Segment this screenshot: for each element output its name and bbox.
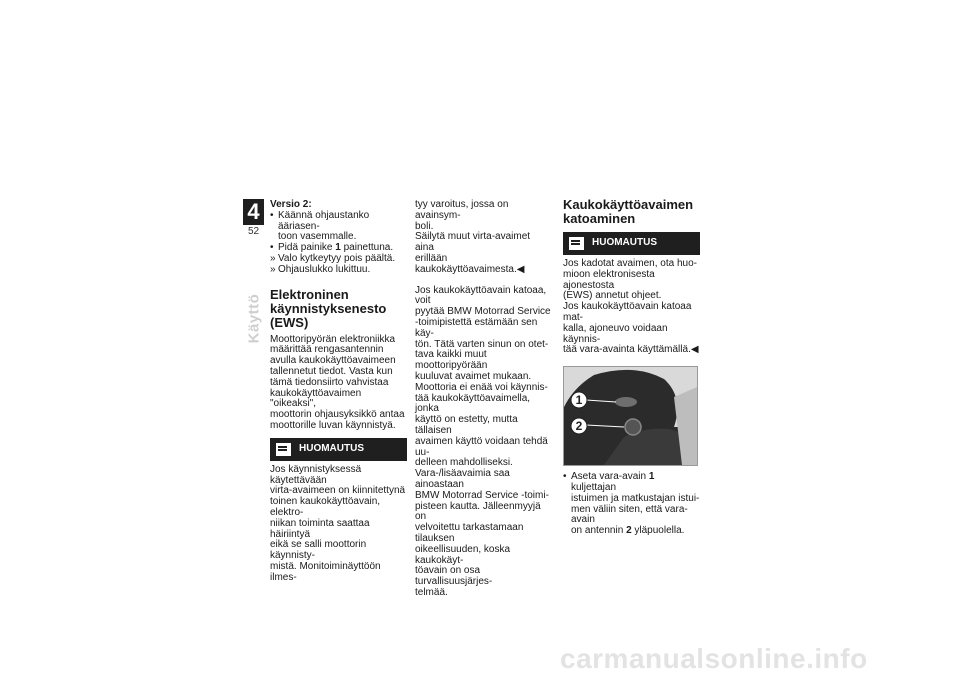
notice-banner: HUOMAUTUS xyxy=(270,438,407,461)
list-item: men väliin siten, että vara-avain xyxy=(571,503,688,526)
column-2: tyy varoitus, jossa on avainsym- boli. Säilytä muut virta-avaimet aina erillään kaukokäyttöavaimesta.◀ Jos kaukokäyttöavain katoaa, voit pyytää BMW Motorrad Service -toimipistettä estämään sen käy- tön. Tätä varten sinun on otet- tava kaikki muut moottoripyörään kuuluvat avaimet mukaan. Moottoria ei enää voi käynnis- tää kaukokäyttöavaimella, jonka käyttö on estetty, mutta tällaisen avaimen käyttö voidaan tehdä uu- delleen mahdolliseksi. Vara-/lisäavaimia saa ainoastaan BMW Motorrad Service -toimi- pisteen kautta. Jälleenmyyjä on velvoitettu tarkastamaan tilauksen oikeellisuuden, koska kaukokäyt- töavain on osa turvallisuusjärjes- telmää. xyxy=(415,199,551,598)
chapter-number: 4 xyxy=(243,199,264,225)
column-1: Versio 2: • Käännä ohjaustanko ääriasen- toon vasemmalle. • Pidä painike 1 painettuna. » Valo kytkeytyy pois päältä. » Ohjauslukko lukittuu. Elektroninen käynnistyksenesto (EWS) Moottoripyörän elektroniikka määrittää rengasantennin avulla kaukokäyttöavaimeen tallennetut tiedot. Vasta kun tämä tiedonsiirto vahvistaa kaukokäyttöavaimen "oikeaksi", moottorin ohjausyksikkö antaa moottorille luvan käynnistyä. HUOMAUTUS Jos käynnistyksessä käytettävään virta-avaimeen on kiinnitettynä toinen kaukokäyttöavain, elektro- niikan toiminta saattaa häiriintyä eikä se salli moottorin käynnisty- mistä. Monitoiminäyttöön ilmes- xyxy=(270,199,406,583)
list-item: • Pidä painike 1 painettuna. xyxy=(270,242,394,254)
watermark: carmanualsonline.info xyxy=(560,643,868,674)
column-3: Kaukokäyttöavaimen katoaminen HUOMAUTUS Jos kadotat avaimen, ota huo- mioon elektronisesta ajonestosta (EWS) annetut ohjeet. Jos kaukokäyttöavain katoaa mat- kalla, ajoneuvo voidaan käynnis- tää vara-avainta käyttämällä.◀ 1 2 • Aseta vara-avain 1 kuljettajan istuimen ja matkustajan istui- men väliin siten, että vara-avain on antennin 2 yläpuolella. xyxy=(563,197,700,537)
result-item: » Valo kytkeytyy pois päältä. xyxy=(270,252,396,264)
list-item: • Aseta vara-avain 1 kuljettajan xyxy=(563,471,655,493)
list-item: • Käännä ohjaustanko ääriasen- xyxy=(270,209,370,232)
section-heading-ews: Elektroninen käynnistyksenesto (EWS) xyxy=(270,286,387,330)
chapter-side-label: Käyttö xyxy=(245,293,263,344)
page-number: 52 xyxy=(247,226,260,237)
callout-1: 1 xyxy=(575,393,583,408)
notice-icon xyxy=(276,443,291,456)
notice-icon xyxy=(569,237,584,250)
seat-key-photo xyxy=(563,366,698,466)
list-item: on antennin 2 yläpuolella. xyxy=(571,525,685,537)
version-heading: Versio 2: xyxy=(270,199,312,210)
result-item: » Ohjauslukko lukittuu. xyxy=(270,263,371,275)
list-item: istuimen ja matkustajan istui- xyxy=(571,492,700,504)
callout-2: 2 xyxy=(575,419,583,434)
notice-banner: HUOMAUTUS xyxy=(563,232,700,255)
section-heading-lost-key: Kaukokäyttöavaimen katoaminen xyxy=(563,197,694,226)
list-item: toon vasemmalle. xyxy=(278,231,357,243)
